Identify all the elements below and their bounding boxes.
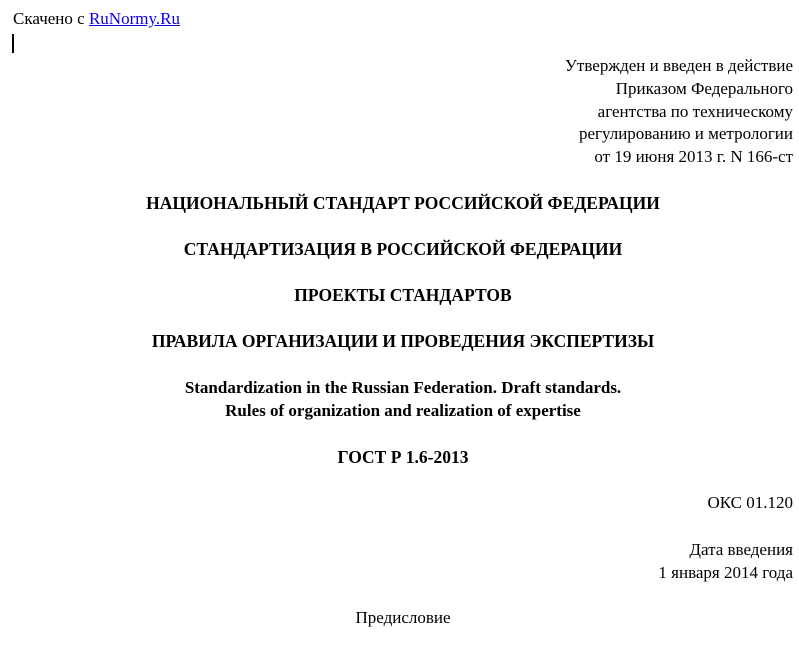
- preface-heading: Предисловие: [355, 608, 451, 627]
- english-title-line-2: Rules of organization and realization of expertise: [225, 401, 581, 420]
- approval-line-5: от 19 июня 2013 г. N 166-ст: [594, 147, 793, 167]
- draft-standards-title: ПРОЕКТЫ СТАНДАРТОВ: [294, 285, 512, 305]
- standardization-title: СТАНДАРТИЗАЦИЯ В РОССИЙСКОЙ ФЕДЕРАЦИИ: [183, 239, 623, 259]
- source-line: [13, 8, 180, 30]
- rules-title: ПРАВИЛА ОРГАНИЗАЦИИ И ПРОВЕДЕНИЯ ЭКСПЕРТИЗЫ: [151, 331, 655, 351]
- english-title: [0, 376, 799, 422]
- text-cursor: [12, 34, 14, 53]
- approval-line-3: агентства по техническому: [597, 101, 793, 121]
- intro-date-label: Дата введения: [689, 540, 793, 559]
- source-prefix: Скачено с: [13, 9, 89, 28]
- intro-date-block: [658, 538, 793, 584]
- approval-line-4: регулированию и метрологии: [578, 124, 793, 144]
- approval-line-1: Утвержден и введен в действие: [564, 56, 793, 75]
- approval-line-2: Приказом Федерального: [615, 78, 793, 98]
- standard-designation: ГОСТ Р 1.6-2013: [337, 447, 469, 467]
- english-title-line-1: Standardization in the Russian Federation. Draft standards.: [184, 378, 622, 397]
- intro-date-value: 1 января 2014 года: [658, 563, 793, 582]
- approval-block: [565, 55, 793, 169]
- national-standard-title: НАЦИОНАЛЬНЫЙ СТАНДАРТ РОССИЙСКОЙ ФЕДЕРАЦИИ: [146, 193, 660, 213]
- oks-code: [707, 491, 793, 514]
- source-link[interactable]: RuNormy.Ru: [88, 9, 180, 28]
- oks-code-text: ОКС 01.120: [707, 493, 793, 512]
